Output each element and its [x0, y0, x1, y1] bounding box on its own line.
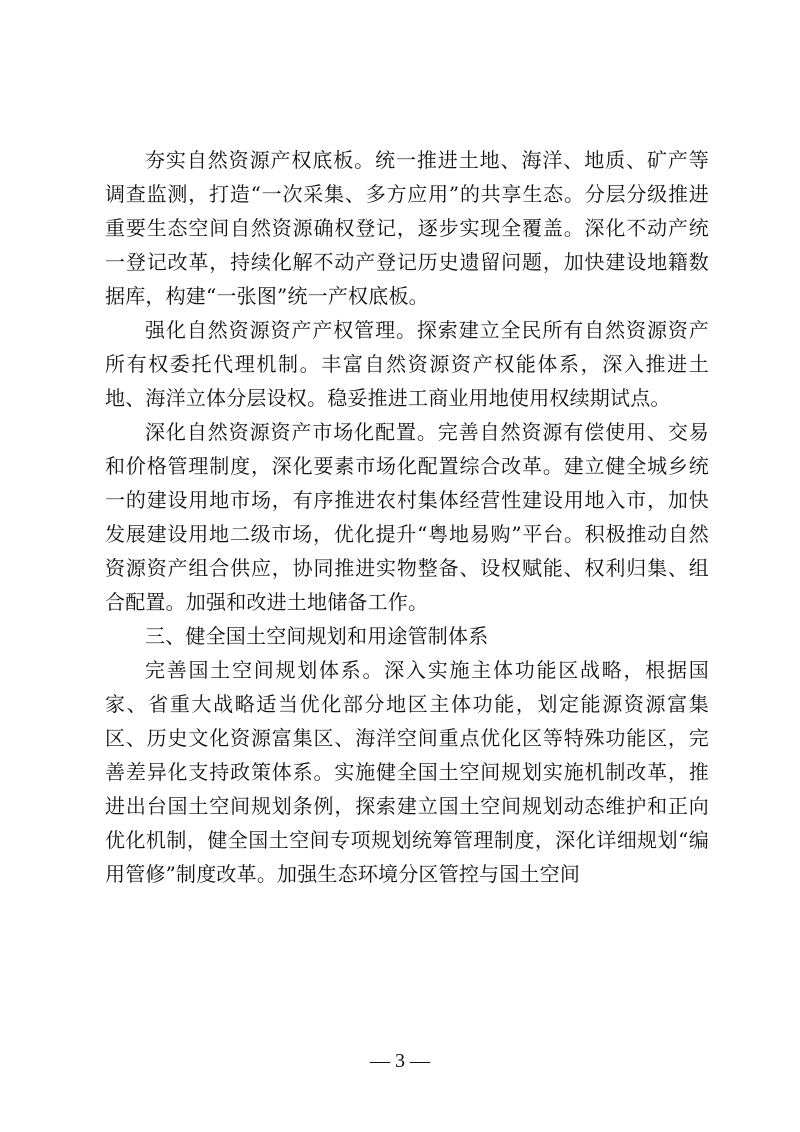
page-number: — 3 — [370, 1050, 430, 1072]
paragraph-market-allocation: 深化自然资源资产市场化配置。完善自然资源有偿使用、交易和价格管理制度，深化要素市场化配置综合改革。建立健全城乡统一的建设用地市场，有序推进农村集体经营性建设用地入市，加快发展建设用地二级市场，优化提升“粤地易购”平台。积极推动自然资源资产组合供应，协同推进实物整备、设权赋能、权利归集、组合配置。加强和改进土地储备工作。 [105, 420, 709, 614]
document-body [105, 143, 709, 891]
paragraph-spatial-planning: 完善国土空间规划体系。深入实施主体功能区战略，根据国家、省重大战略适当优化部分地区主体功能，划定能源资源富集区、历史文化资源富集区、海洋空间重点优化区等特殊功能区，完善差异化支持政策体系。实施健全国土空间规划实施机制改革，推进出台国土空间规划条例，探索建立国土空间规划动态维护和正向优化机制，健全国土空间专项规划统筹管理制度，深化详细规划“编用管修”制度改革。加强生态环境分区管控与国土空间 [105, 658, 709, 886]
paragraph-property-rights-management: 强化自然资源资产产权管理。探索建立全民所有自然资源资产所有权委托代理机制。丰富自然资源资产权能体系，深入推进土地、海洋立体分层设权。稳妥推进工商业用地使用权续期试点。 [105, 318, 709, 410]
section-heading-3: 三、健全国土空间规划和用途管制体系 [145, 624, 489, 648]
paragraph-property-rights-base: 夯实自然资源产权底板。统一推进土地、海洋、地质、矿产等调查监测，打造“一次采集、多方应用”的共享生态。分层分级推进重要生态空间自然资源确权登记，逐步实现全覆盖。深化不动产统一登记改革，持续化解不动产登记历史遗留问题，加快建设地籍数据库，构建“一张图”统一产权底板。 [105, 148, 709, 308]
